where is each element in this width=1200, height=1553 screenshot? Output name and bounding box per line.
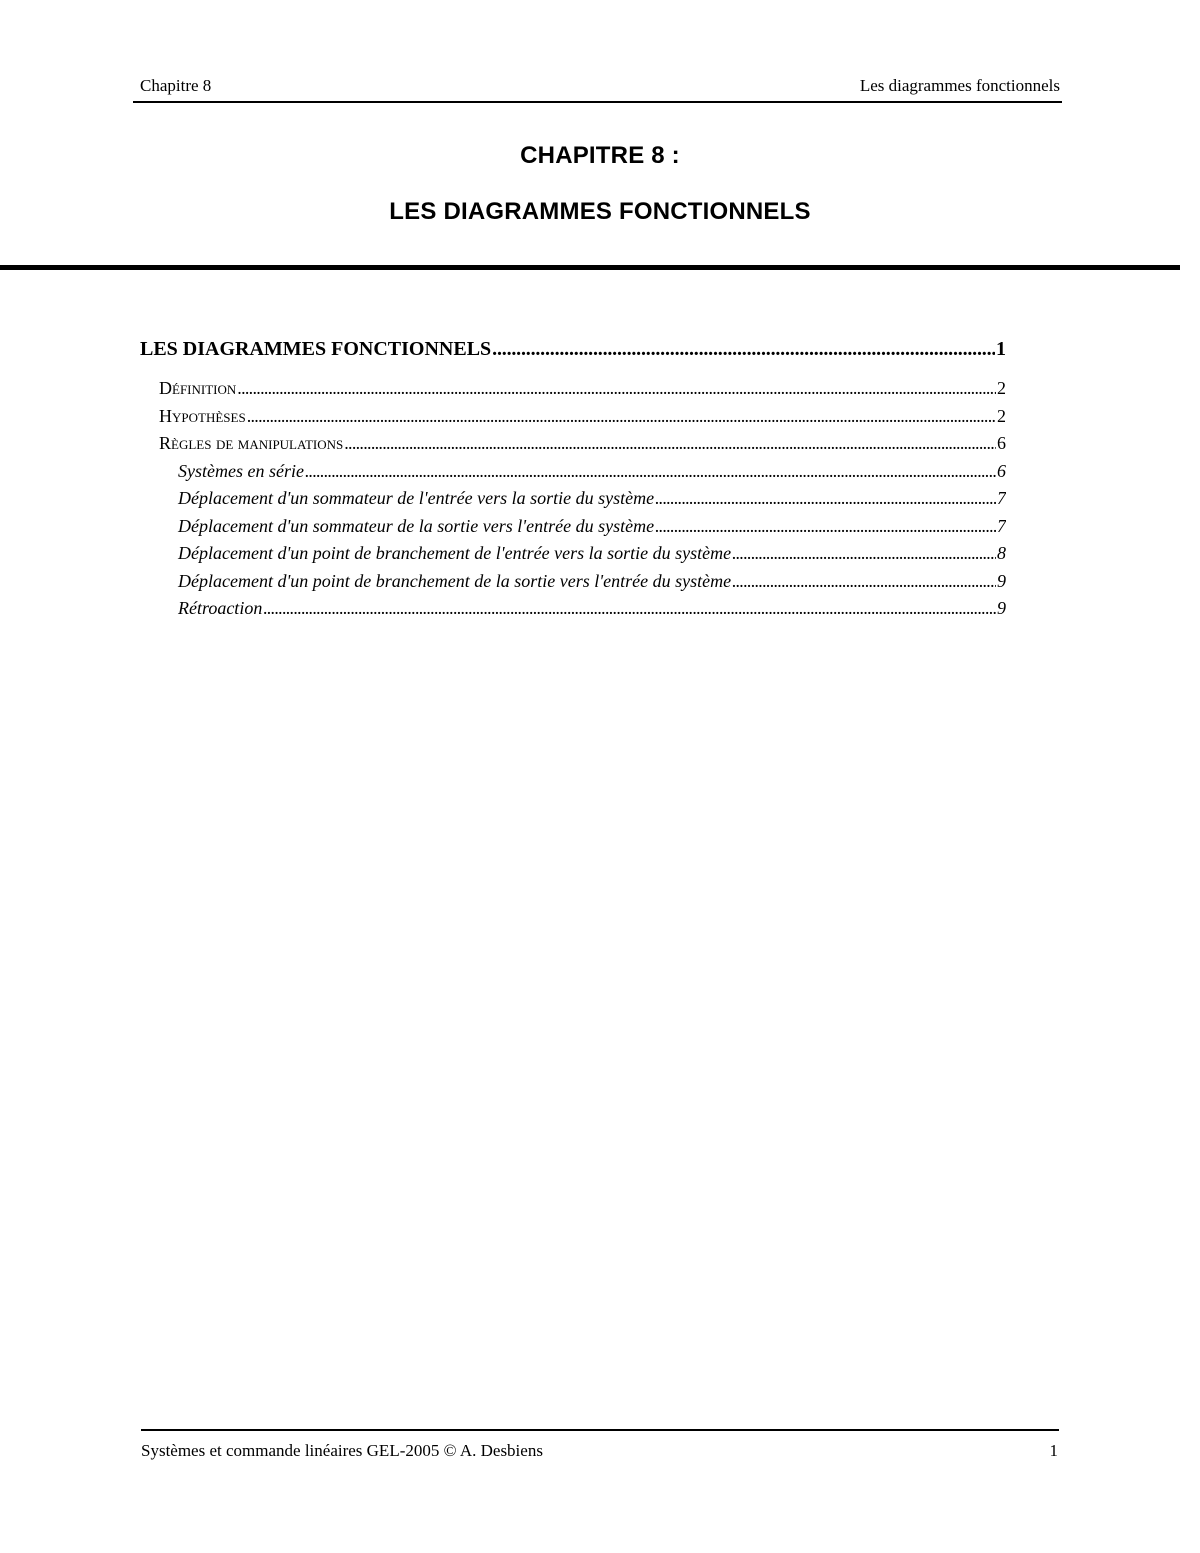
toc-entry-page: 6 bbox=[997, 460, 1006, 481]
toc-entry-page: 7 bbox=[997, 515, 1006, 536]
toc-dot-leader bbox=[732, 543, 996, 564]
toc-entry[interactable] bbox=[140, 433, 1006, 461]
toc-dot-leader bbox=[247, 406, 996, 427]
header-chapter-title: Les diagrammes fonctionnels bbox=[859, 76, 1060, 95]
toc-entry[interactable] bbox=[140, 461, 1006, 489]
toc-entry-label: Systèmes en série bbox=[178, 460, 304, 481]
toc-entry-page: 9 bbox=[997, 598, 1006, 618]
toc-entry-label: LES DIAGRAMMES FONCTIONNELS bbox=[140, 338, 492, 360]
toc-dot-leader bbox=[263, 598, 996, 619]
table-of-contents bbox=[140, 338, 1006, 626]
toc-entry-page: 2 bbox=[997, 405, 1006, 426]
toc-entry-label: Définition bbox=[159, 378, 237, 398]
running-footer bbox=[141, 1437, 1058, 1461]
header-chapter-label: Chapitre 8 bbox=[140, 76, 212, 95]
toc-dot-leader bbox=[305, 461, 996, 482]
toc-entry[interactable] bbox=[140, 516, 1006, 544]
chapter-title-heading: LES DIAGRAMMES FONCTIONNELS bbox=[389, 198, 811, 225]
toc-dot-leader bbox=[732, 571, 996, 592]
toc-entry-label: Rétroaction bbox=[178, 598, 263, 618]
toc-dot-leader bbox=[492, 338, 995, 361]
toc-entry[interactable] bbox=[140, 378, 1006, 406]
toc-entry-label: Déplacement d'un point de branchement de l'entrée vers la sortie du système bbox=[178, 543, 732, 563]
toc-dot-leader bbox=[344, 433, 996, 454]
footer-rule bbox=[141, 1429, 1059, 1431]
toc-entry[interactable] bbox=[140, 338, 1006, 368]
toc-entry-label: Hypothèses bbox=[159, 405, 246, 426]
toc-entry[interactable] bbox=[140, 406, 1006, 434]
toc-entry[interactable] bbox=[140, 488, 1006, 516]
toc-entry-page: 7 bbox=[997, 488, 1006, 508]
toc-dot-leader bbox=[655, 516, 996, 537]
chapter-number-heading: CHAPITRE 8 : bbox=[520, 142, 680, 169]
toc-entry-label: Déplacement d'un sommateur de la sortie vers l'entrée du système bbox=[178, 515, 655, 536]
title-separator-rule bbox=[0, 265, 1180, 270]
header-rule bbox=[133, 101, 1062, 103]
toc-entry-page: 6 bbox=[997, 433, 1006, 453]
footer-course-credit: Systèmes et commande linéaires GEL-2005 © A. Desbiens bbox=[141, 1441, 543, 1460]
toc-entry[interactable] bbox=[140, 543, 1006, 571]
toc-entry[interactable] bbox=[140, 598, 1006, 626]
toc-entry-label: Règles de manipulations bbox=[159, 433, 344, 453]
toc-entry-page: 1 bbox=[996, 338, 1006, 360]
running-header bbox=[140, 72, 1060, 96]
toc-entry-label: Déplacement d'un sommateur de l'entrée vers la sortie du système bbox=[178, 488, 655, 508]
toc-entry-page: 9 bbox=[997, 570, 1006, 591]
toc-entry-label: Déplacement d'un point de branchement de la sortie vers l'entrée du système bbox=[178, 570, 732, 591]
toc-dot-leader bbox=[237, 378, 996, 399]
toc-entry-page: 2 bbox=[997, 378, 1006, 398]
toc-entry-page: 8 bbox=[997, 543, 1006, 563]
footer-page-number: 1 bbox=[1049, 1441, 1058, 1460]
toc-dot-leader bbox=[655, 488, 996, 509]
toc-entry[interactable] bbox=[140, 571, 1006, 599]
